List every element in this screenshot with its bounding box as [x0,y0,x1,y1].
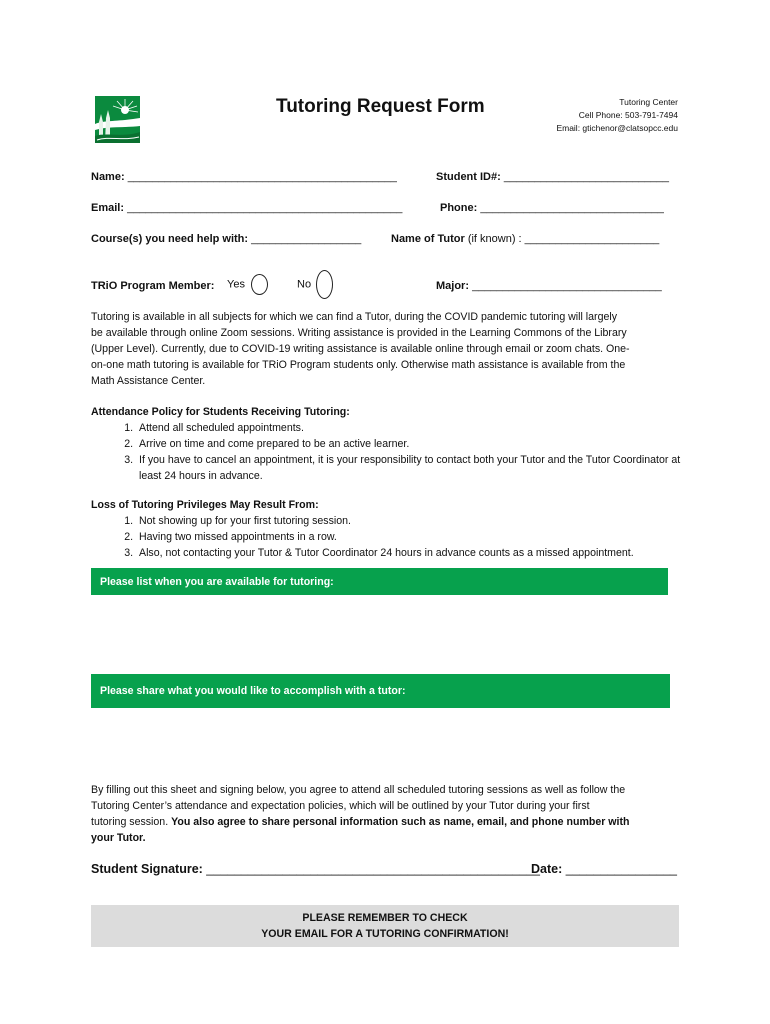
availability-answer-area[interactable] [91,596,668,670]
trio-label-wrap [91,280,214,292]
student-id-field[interactable] [436,171,669,183]
name-blank[interactable]: ____________________________________________ [127,171,397,183]
list-item: 3. If you have to cancel an appointment, it is your responsibility to contact both your Tutor and the Tutor Coordinator at least 24 hours in advance. [136,452,681,484]
name-field[interactable] [91,171,397,183]
intro-line: on-one math tutoring is available for TRiO Program students only. Otherwise math assistance is available from the [91,359,626,371]
phone-blank[interactable]: ______________________________ [480,202,664,214]
attendance-policy [91,404,681,484]
courses-blank[interactable]: __________________ [251,233,362,245]
notice-line: YOUR EMAIL FOR A TUTORING CONFIRMATION! [261,928,509,940]
trio-yes-label: Yes [227,278,245,291]
notice-line: PLEASE REMEMBER TO CHECK [302,912,468,924]
agreement-line [91,814,681,830]
name-label: Name: [91,171,125,183]
agreement-bold-text: your Tutor. [91,832,146,844]
phone-field[interactable] [440,202,664,214]
student-id-label: Student ID#: [436,171,501,183]
contact-phone: Cell Phone: 503-791-7494 [578,110,678,120]
list-item: 2. Having two missed appointments in a row. [136,529,681,545]
student-signature-field[interactable] [91,862,540,876]
list-item: 1. Not showing up for your first tutoring session. [136,513,681,529]
trio-no-label: No [297,278,312,291]
email-field[interactable] [91,202,402,214]
trio-yes-radio[interactable] [251,274,268,295]
agreement-paragraph [91,782,681,846]
trio-no-radio[interactable] [316,270,333,299]
major-label: Major: [436,280,469,292]
goals-answer-area[interactable] [91,709,670,777]
college-logo [95,96,140,143]
list-item: 2. Arrive on time and come prepared to be an active learner. [136,436,681,452]
agreement-line: By filling out this sheet and signing below, you agree to attend all scheduled tutoring sessions as well as follow the [91,784,626,796]
intro-paragraph [91,309,681,389]
trio-yes-option[interactable] [227,274,268,295]
student-signature-blank[interactable]: ________________________________________________ [206,862,540,876]
goals-section-header: Please share what you would like to accomplish with a tutor: [91,674,670,708]
agreement-text: tutoring session. [91,816,169,828]
courses-label: Course(s) you need help with: [91,233,249,245]
intro-line: be available through online Zoom sessions. Writing assistance is provided in the Learning Commons of the Library [91,327,627,339]
tutor-name-blank[interactable]: ______________________ [524,233,660,245]
availability-section-header: Please list when you are available for tutoring: [91,568,668,595]
trio-label: TRiO Program Member: [91,280,215,292]
major-blank[interactable]: _______________________________ [472,280,662,292]
list-item: 3. Also, not contacting your Tutor & Tutor Coordinator 24 hours in advance counts as a missed appointment. [136,545,681,561]
courses-field[interactable] [91,233,361,245]
student-signature-label: Student Signature: [91,862,203,876]
email-confirmation-notice [91,905,679,947]
loss-of-privileges [91,497,681,561]
intro-line: (Upper Level). Currently, due to COVID-19 writing assistance is available online through email or zoom chats. One- [91,343,630,355]
list-item: 1. Attend all scheduled appointments. [136,420,681,436]
major-field[interactable] [436,280,662,292]
intro-line: Tutoring is available in all subjects for which we can find a Tutor, during the COVID pandemic tutoring will largely [91,311,618,323]
attendance-heading: Attendance Policy for Students Receiving Tutoring: [91,406,350,418]
date-blank[interactable]: ________________ [565,862,677,876]
loss-heading: Loss of Tutoring Privileges May Result From: [91,499,319,511]
contact-info [556,96,678,135]
contact-department: Tutoring Center [619,97,678,107]
tutor-name-field[interactable] [391,233,659,245]
email-label: Email: [91,202,125,214]
agreement-line [91,830,681,846]
tutor-name-paren: (if known) : [467,233,522,245]
email-blank[interactable]: _____________________________________________ [127,202,403,214]
phone-label: Phone: [440,202,478,214]
date-field[interactable] [531,862,677,876]
agreement-bold-text: You also agree to share personal information such as name, email, and phone number with [171,816,630,828]
tutor-name-label: Name of Tutor [391,233,465,245]
student-id-blank[interactable]: ___________________________ [503,171,670,183]
agreement-line: Tutoring Center’s attendance and expectation policies, which will be outlined by your Tutor during your first [91,800,590,812]
intro-line: Math Assistance Center. [91,375,206,387]
form-title: Tutoring Request Form [276,96,485,117]
date-label: Date: [531,862,563,876]
attendance-list [91,420,681,484]
trio-no-option[interactable] [297,270,333,299]
loss-list [91,513,681,561]
contact-email: Email: gtichenor@clatsopcc.edu [556,123,678,133]
